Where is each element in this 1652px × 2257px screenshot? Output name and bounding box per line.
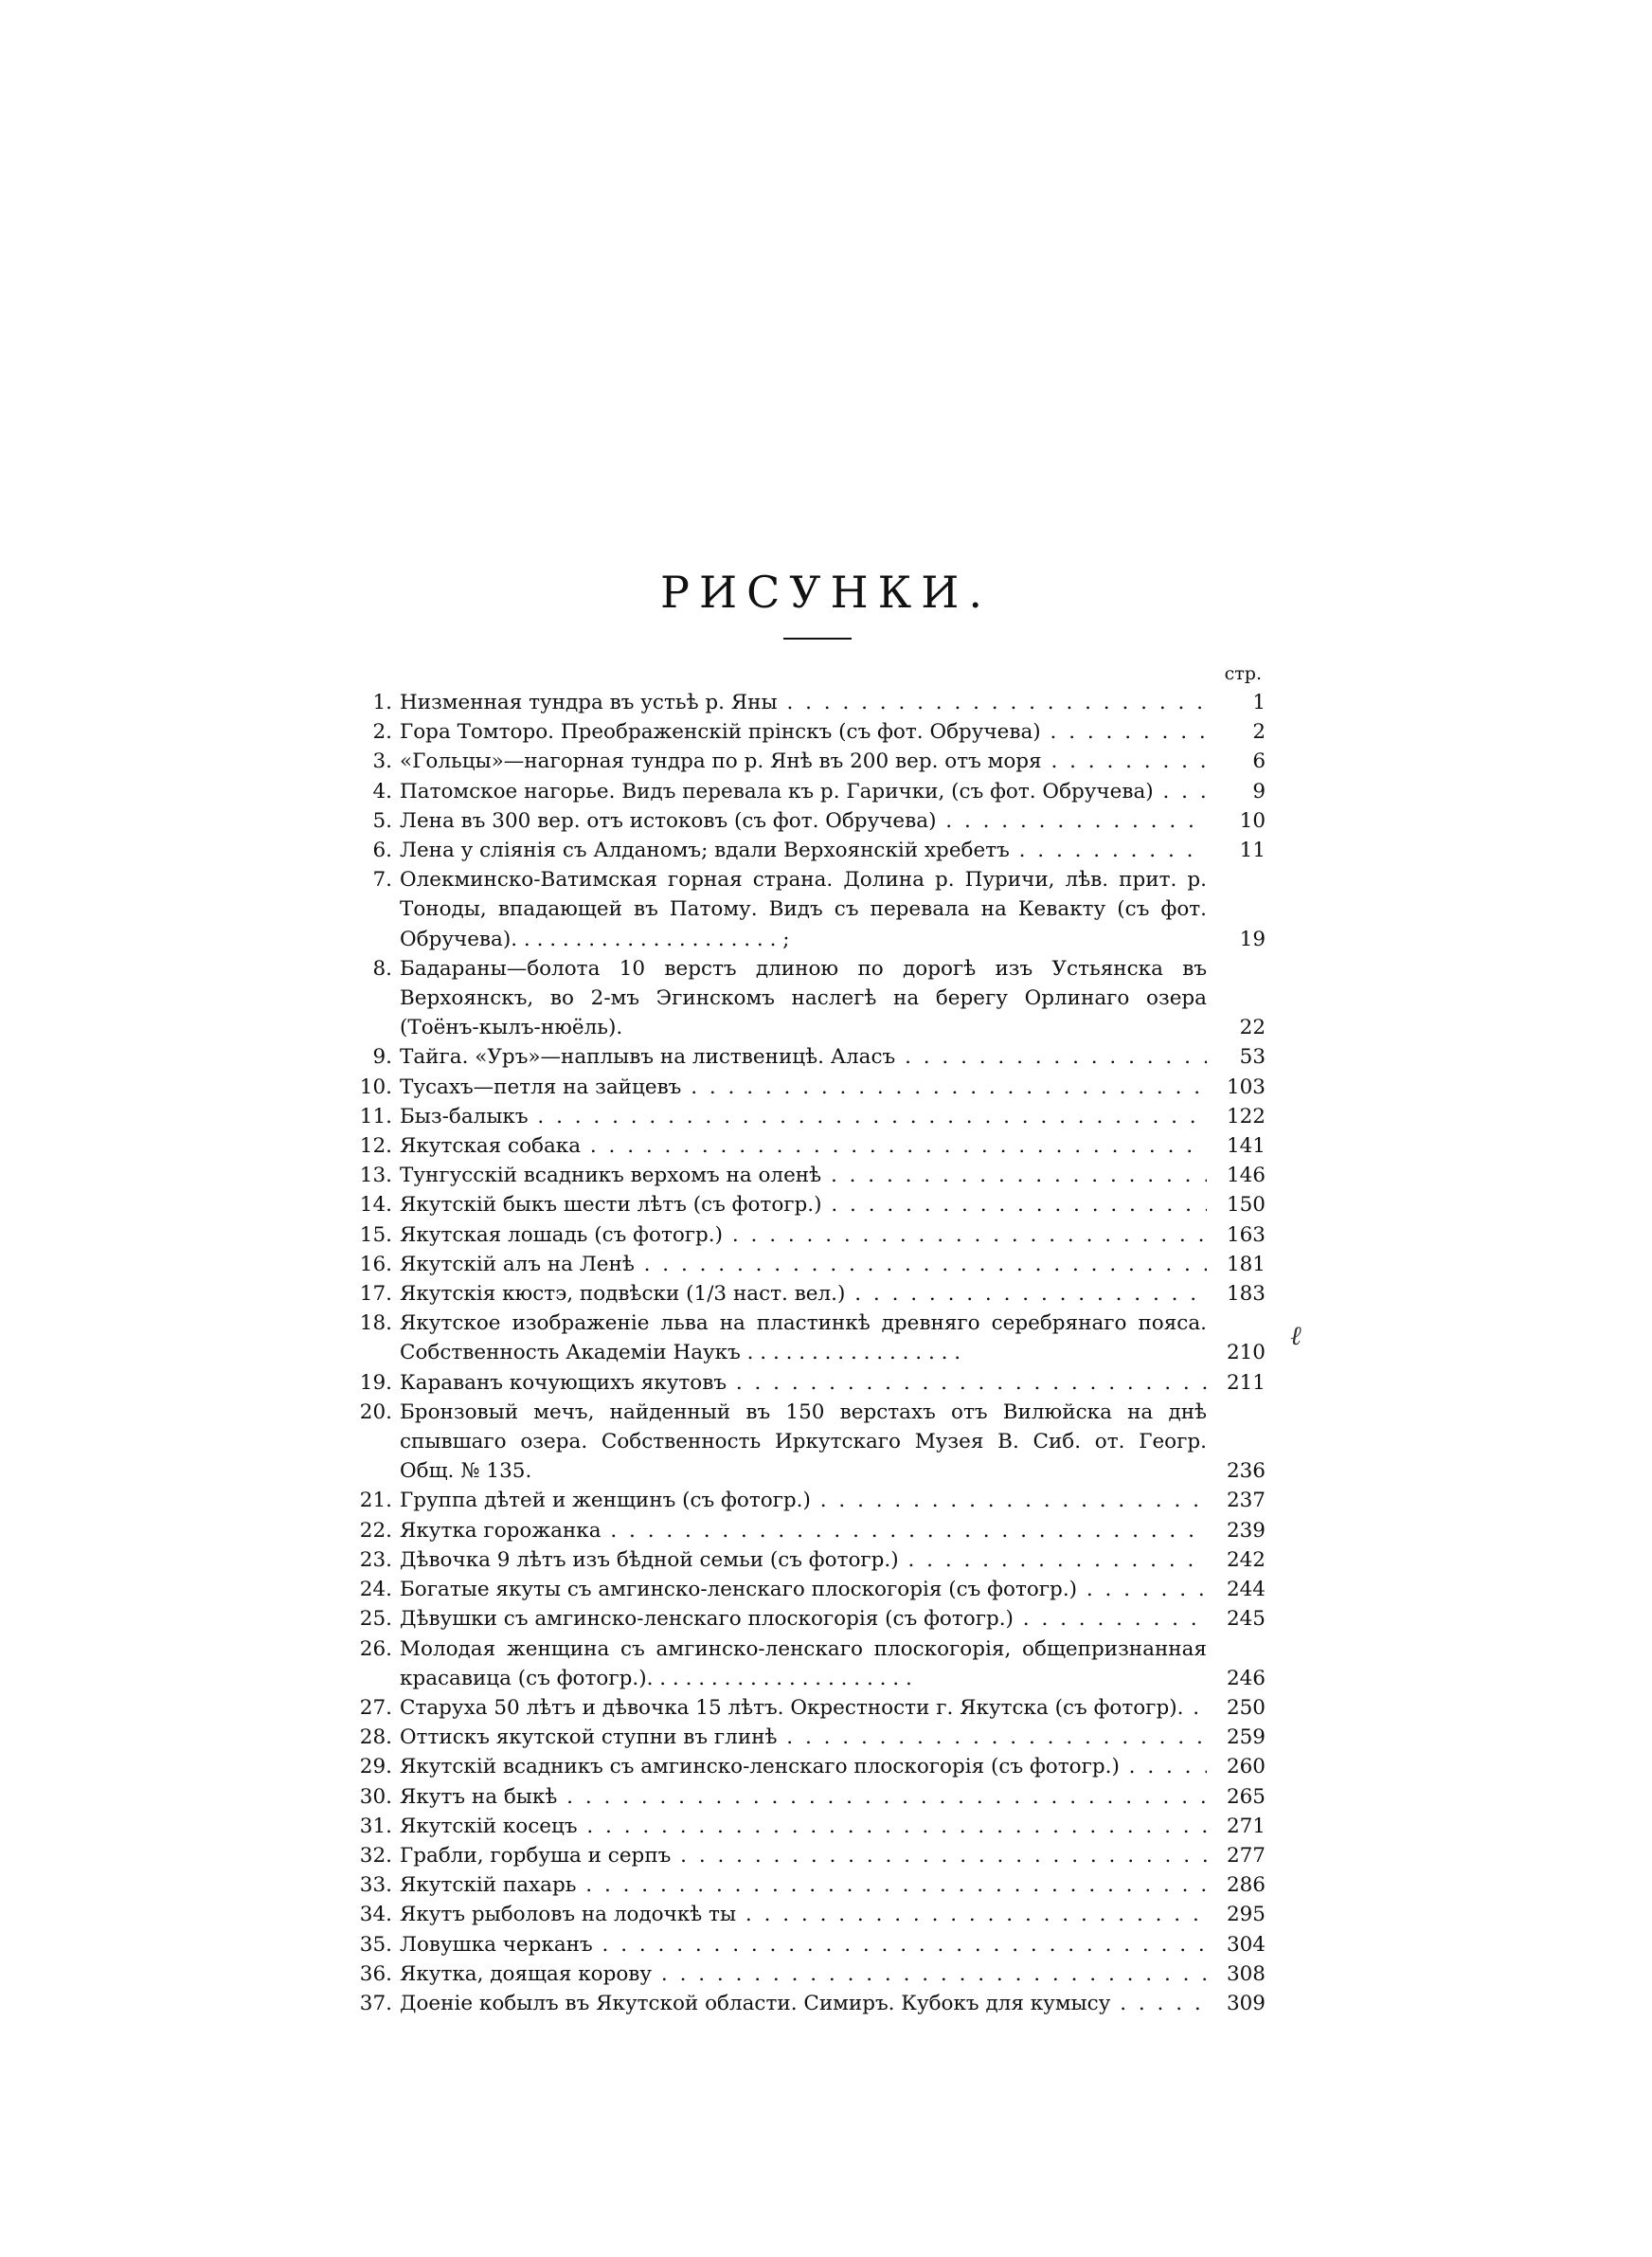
entry-number: 32. xyxy=(359,1843,392,1868)
entry-caption: Олекминско-Ватимская горная страна. Долина р. Пуричи, лѣв. прит. р. Тоноды, впадающей въ Патому. Видъ съ перевала на Кевакту (съ фот. Обручева). . . . . . . . . . . . . . . . . . . . . ; xyxy=(400,868,1207,951)
list-item xyxy=(347,717,1266,747)
entry-number: 7. xyxy=(372,868,392,893)
list-item xyxy=(347,1042,1266,1072)
entry-page-number: 260 xyxy=(1226,1755,1266,1779)
entry-page-number: 295 xyxy=(1226,1903,1266,1927)
entry-page-number: 181 xyxy=(1226,1252,1266,1276)
entry-number: 15. xyxy=(359,1222,392,1247)
entry-caption: Якутскія кюстэ, подвѣски (1/3 наст. вел.) . . . xyxy=(400,1279,1207,1309)
entry-number: 16. xyxy=(359,1252,392,1276)
entry-number: 3. xyxy=(372,749,392,774)
entry-page-number: 53 xyxy=(1239,1045,1266,1070)
entry-number: 10. xyxy=(359,1074,392,1099)
entry-caption: Молодая женщина съ амгинско-ленскаго плоскогорія, общепризнанная красавица (съ фотогр.). . . . . . . . . . . . . . . . . . . . . xyxy=(400,1636,1207,1690)
entry-page-number: 271 xyxy=(1226,1814,1266,1838)
entry-caption: Доеніе кобылъ въ Якутской области. Симиръ. Кубокъ для кумысу . . . xyxy=(400,1989,1207,2018)
entry-caption: Лена въ 300 вер. отъ истоковъ (съ фот. Обручева) . . . xyxy=(400,806,1207,836)
entry-caption: Тайга. «Уръ»—наплывъ на лиственицѣ. Аласъ . . . xyxy=(400,1042,1207,1072)
entry-caption: Якутскій всадникъ съ амгинско-ленскаго плоскогорія (съ фотогр.) . . . xyxy=(400,1752,1207,1781)
entry-caption: Бронзовый мечъ, найденный въ 150 верстахъ отъ Вилюйска на днѣ спывшаго озера. Собственность Иркутскаго Музея В. Сиб. от. Геогр. Общ. № 135. xyxy=(400,1399,1207,1484)
illustrations-list xyxy=(347,688,1266,2018)
entry-page-number: 245 xyxy=(1226,1607,1266,1632)
list-item xyxy=(347,1368,1266,1398)
entry-page-number: 304 xyxy=(1226,1932,1266,1957)
entry-number: 34. xyxy=(359,1903,392,1927)
entry-page-number: 22 xyxy=(1239,1016,1266,1040)
page-column-label: стр. xyxy=(1224,663,1262,684)
entry-page-number: 259 xyxy=(1226,1725,1266,1750)
list-item xyxy=(347,1102,1266,1131)
entry-caption: Якутскій быкъ шести лѣтъ (съ фотогр.) . . . xyxy=(400,1190,1207,1219)
entry-page-number: 11 xyxy=(1239,839,1266,863)
entry-caption: Бадараны—болота 10 верстъ длиною по дорогѣ изъ Устьянска въ Верхоянскъ, во 2-мъ Эгинскомъ наслегѣ на берегу Орлинаго озера (Тоёнъ-кылъ-нюёль). xyxy=(400,956,1207,1040)
entry-page-number: 163 xyxy=(1226,1222,1266,1247)
entry-caption: Оттискъ якутской ступни въ глинѣ . . . xyxy=(400,1723,1207,1752)
list-item xyxy=(347,1486,1266,1515)
list-item xyxy=(347,1900,1266,1929)
entry-page-number: 210 xyxy=(1226,1341,1266,1365)
entry-caption: Низменная тундра въ устьѣ р. Яны . . . xyxy=(400,688,1207,717)
entry-number: 27. xyxy=(359,1695,392,1720)
entry-page-number: 309 xyxy=(1226,1991,1266,2015)
entry-page-number: 9 xyxy=(1252,779,1266,803)
list-item xyxy=(347,1841,1266,1870)
entry-caption: Якутъ на быкѣ . . . xyxy=(400,1782,1207,1812)
entry-number: 35. xyxy=(359,1932,392,1957)
list-item xyxy=(347,777,1266,806)
list-item xyxy=(347,1604,1266,1634)
entry-caption: Якутская лошадь (съ фотогр.) . . . xyxy=(400,1220,1207,1250)
entry-number: 4. xyxy=(372,779,392,803)
entry-number: 37. xyxy=(359,1991,392,2015)
entry-number: 29. xyxy=(359,1755,392,1779)
list-item xyxy=(347,1782,1266,1812)
entry-page-number: 244 xyxy=(1226,1578,1266,1602)
list-item xyxy=(347,1220,1266,1250)
entry-caption: Якутскій пахарь . . . xyxy=(400,1870,1207,1900)
entry-caption: Тусахъ—петля на зайцевъ . . . xyxy=(400,1073,1207,1102)
entry-number: 2. xyxy=(372,720,392,745)
entry-caption: Гора Томторо. Преображенскій прінскъ (съ фот. Обручева) . . . xyxy=(400,717,1207,747)
entry-number: 22. xyxy=(359,1518,392,1543)
list-item xyxy=(347,1930,1266,1959)
list-item xyxy=(347,1575,1266,1604)
entry-page-number: 1 xyxy=(1252,691,1266,714)
list-item xyxy=(347,954,1266,1043)
entry-page-number: 19 xyxy=(1239,927,1266,951)
entry-caption: Якутскій косецъ . . . xyxy=(400,1812,1207,1841)
entry-number: 23. xyxy=(359,1547,392,1572)
list-item xyxy=(347,1545,1266,1575)
entry-number: 11. xyxy=(359,1104,392,1128)
entry-page-number: 10 xyxy=(1239,808,1266,833)
list-item xyxy=(347,1870,1266,1900)
list-item xyxy=(347,806,1266,836)
entry-caption: Патомское нагорье. Видъ перевала къ р. Гарички, (съ фот. Обручева) . . . xyxy=(400,777,1207,806)
list-item xyxy=(347,1516,1266,1545)
entry-number: 28. xyxy=(359,1725,392,1750)
entry-number: 8. xyxy=(372,956,392,981)
list-item xyxy=(347,1279,1266,1309)
list-item xyxy=(347,836,1266,865)
entry-caption: Дѣвочка 9 лѣтъ изъ бѣдной семьи (съ фотогр.) . . . xyxy=(400,1545,1207,1575)
entry-page-number: 2 xyxy=(1252,720,1266,745)
list-item xyxy=(347,1989,1266,2018)
entry-number: 5. xyxy=(372,808,392,833)
entry-number: 6. xyxy=(372,839,392,863)
entry-caption: Богатые якуты съ амгинско-ленскаго плоскогорія (съ фотогр.) . . . xyxy=(400,1575,1207,1604)
list-item xyxy=(347,1309,1266,1367)
entry-number: 36. xyxy=(359,1961,392,1986)
list-item xyxy=(347,1752,1266,1781)
entry-page-number: 236 xyxy=(1226,1459,1266,1484)
entry-number: 25. xyxy=(359,1607,392,1632)
entry-caption: Грабли, горбуша и серпъ . . . xyxy=(400,1841,1207,1870)
entry-caption: Караванъ кочующихъ якутовъ . . . xyxy=(400,1368,1207,1398)
entry-page-number: 308 xyxy=(1226,1961,1266,1986)
entry-page-number: 265 xyxy=(1226,1784,1266,1809)
entry-number: 9. xyxy=(372,1045,392,1070)
list-item xyxy=(347,1131,1266,1161)
entry-number: 31. xyxy=(359,1814,392,1838)
entry-page-number: 150 xyxy=(1226,1193,1266,1218)
entry-caption: Дѣвушки съ амгинско-ленскаго плоскогорія (съ фотогр.) . . . xyxy=(400,1604,1207,1634)
entry-caption: «Гольцы»—нагорная тундра по р. Янѣ въ 200 вер. отъ моря . . . xyxy=(400,747,1207,776)
list-item xyxy=(347,1250,1266,1279)
list-item xyxy=(347,1723,1266,1752)
entry-caption: Тунгусскій всадникъ верхомъ на оленѣ . . . xyxy=(400,1161,1207,1190)
entry-page-number: 122 xyxy=(1226,1104,1266,1128)
entry-page-number: 146 xyxy=(1226,1164,1266,1188)
entry-number: 13. xyxy=(359,1164,392,1188)
margin-pencil-mark: ℓ xyxy=(1290,1320,1302,1351)
entry-number: 20. xyxy=(359,1399,392,1424)
entry-caption: Группа дѣтей и женщинъ (съ фотогр.) . . . xyxy=(400,1486,1207,1515)
entry-caption: Старуха 50 лѣтъ и дѣвочка 15 лѣтъ. Окрестности г. Якутска (съ фотогр). . . . xyxy=(400,1693,1207,1723)
list-item xyxy=(347,1190,1266,1219)
list-item xyxy=(347,747,1266,776)
entry-caption: Якутка горожанка . . . xyxy=(400,1516,1207,1545)
entry-number: 17. xyxy=(359,1282,392,1307)
entry-page-number: 103 xyxy=(1226,1074,1266,1099)
entry-number: 26. xyxy=(359,1636,392,1661)
entry-page-number: 286 xyxy=(1226,1873,1266,1898)
entry-number: 18. xyxy=(359,1311,392,1336)
entry-caption: Якутка, доящая корову . . . xyxy=(400,1959,1207,1989)
entry-number: 30. xyxy=(359,1784,392,1809)
entry-number: 24. xyxy=(359,1578,392,1602)
entry-page-number: 250 xyxy=(1226,1695,1266,1720)
entry-caption: Ловушка черканъ . . . xyxy=(400,1930,1207,1959)
list-item xyxy=(347,865,1266,954)
list-item xyxy=(347,1693,1266,1723)
entry-number: 1. xyxy=(372,691,392,714)
entry-page-number: 242 xyxy=(1226,1547,1266,1572)
list-item xyxy=(347,1812,1266,1841)
list-item xyxy=(347,1398,1266,1487)
entry-page-number: 141 xyxy=(1226,1134,1266,1159)
entry-caption: Якутъ рыболовъ на лодочкѣ ты . . . xyxy=(400,1900,1207,1929)
entry-caption: Якутское изображеніе льва на пластинкѣ древняго серебрянаго пояса. Собственность Академіи Наукъ . . . . . . . . . . . . . . . . . xyxy=(400,1311,1207,1365)
entry-page-number: 239 xyxy=(1226,1518,1266,1543)
entry-page-number: 246 xyxy=(1226,1666,1266,1690)
list-item xyxy=(347,688,1266,717)
entry-number: 21. xyxy=(359,1489,392,1513)
title-divider xyxy=(783,638,852,640)
entry-page-number: 211 xyxy=(1226,1370,1266,1395)
entry-number: 12. xyxy=(359,1134,392,1159)
entry-caption: Якутская собака . . . xyxy=(400,1131,1207,1161)
entry-page-number: 6 xyxy=(1252,749,1266,774)
entry-page-number: 183 xyxy=(1226,1282,1266,1307)
entry-number: 14. xyxy=(359,1193,392,1218)
list-item xyxy=(347,1634,1266,1693)
list-item xyxy=(347,1959,1266,1989)
list-item xyxy=(347,1161,1266,1190)
list-item xyxy=(347,1073,1266,1102)
entry-caption: Быз-балыкъ . . . xyxy=(400,1102,1207,1131)
page-title: РИСУНКИ. xyxy=(660,567,992,618)
entry-number: 19. xyxy=(359,1370,392,1395)
entry-caption: Лена у сліянія съ Алданомъ; вдали Верхоянскій хребетъ . . . xyxy=(400,836,1207,865)
entry-page-number: 237 xyxy=(1226,1489,1266,1513)
entry-number: 33. xyxy=(359,1873,392,1898)
entry-page-number: 277 xyxy=(1226,1843,1266,1868)
entry-caption: Якутскій алъ на Ленѣ . . . xyxy=(400,1250,1207,1279)
